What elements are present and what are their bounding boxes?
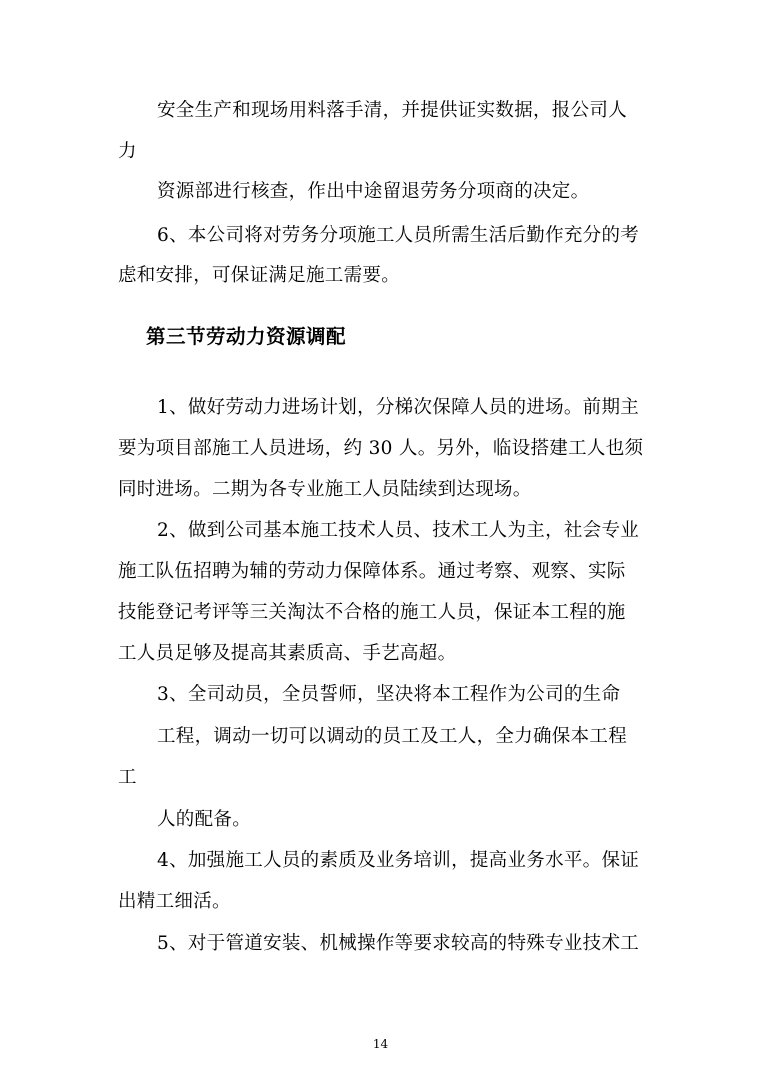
paragraph-line: 4、加强施工人员的素质及业务培训，提高业务水平。保证 [157, 850, 640, 871]
paragraph-line: 3、全司动员，全员誓师，坚决将本工程作为公司的生命 [157, 684, 621, 705]
section-heading: 第三节劳动力资源调配 [146, 325, 347, 348]
paragraph-line: 工 [118, 767, 137, 788]
paragraph-line: 要为项目部施工人员进场，约 30 人。另外，临设搭建工人也须 [118, 438, 644, 459]
paragraph-line: 技能登记考评等三关淘汰不合格的施工人员，保证本工程的施 [118, 602, 626, 623]
paragraph-line: 工人员足够及提高其素质高、手艺高超。 [118, 643, 457, 664]
paragraph-line: 安全生产和现场用料落手清，并提供证实数据，报公司人 [157, 100, 628, 121]
page-number: 14 [372, 1037, 389, 1051]
paragraph-line: 工程，调动一切可以调动的员工及工人，全力确保本工程 [157, 726, 628, 747]
paragraph-line: 资源部进行核查，作出中途留退劳务分项商的决定。 [157, 181, 590, 202]
paragraph-line: 出精工细活。 [118, 891, 231, 912]
paragraph-line: 1、做好劳动力进场计划，分梯次保障人员的进场。前期主 [157, 397, 640, 418]
paragraph-line: 5、对于管道安装、机械操作等要求较高的特殊专业技术工 [157, 933, 640, 954]
paragraph-line: 虑和安排，可保证满足施工需要。 [118, 265, 401, 286]
paragraph-line: 2、做到公司基本施工技术人员、技术工人为主，社会专业 [157, 520, 640, 541]
paragraph-line: 人的配备。 [157, 809, 252, 830]
paragraph-line: 施工队伍招聘为辅的劳动力保障体系。通过考察、观察、实际 [118, 561, 626, 582]
paragraph-line: 力 [118, 141, 137, 162]
paragraph-line: 6、本公司将对劳务分项施工人员所需生活后勤作充分的考 [157, 225, 640, 246]
paragraph-line: 同时进场。二期为各专业施工人员陆续到达现场。 [118, 479, 532, 500]
